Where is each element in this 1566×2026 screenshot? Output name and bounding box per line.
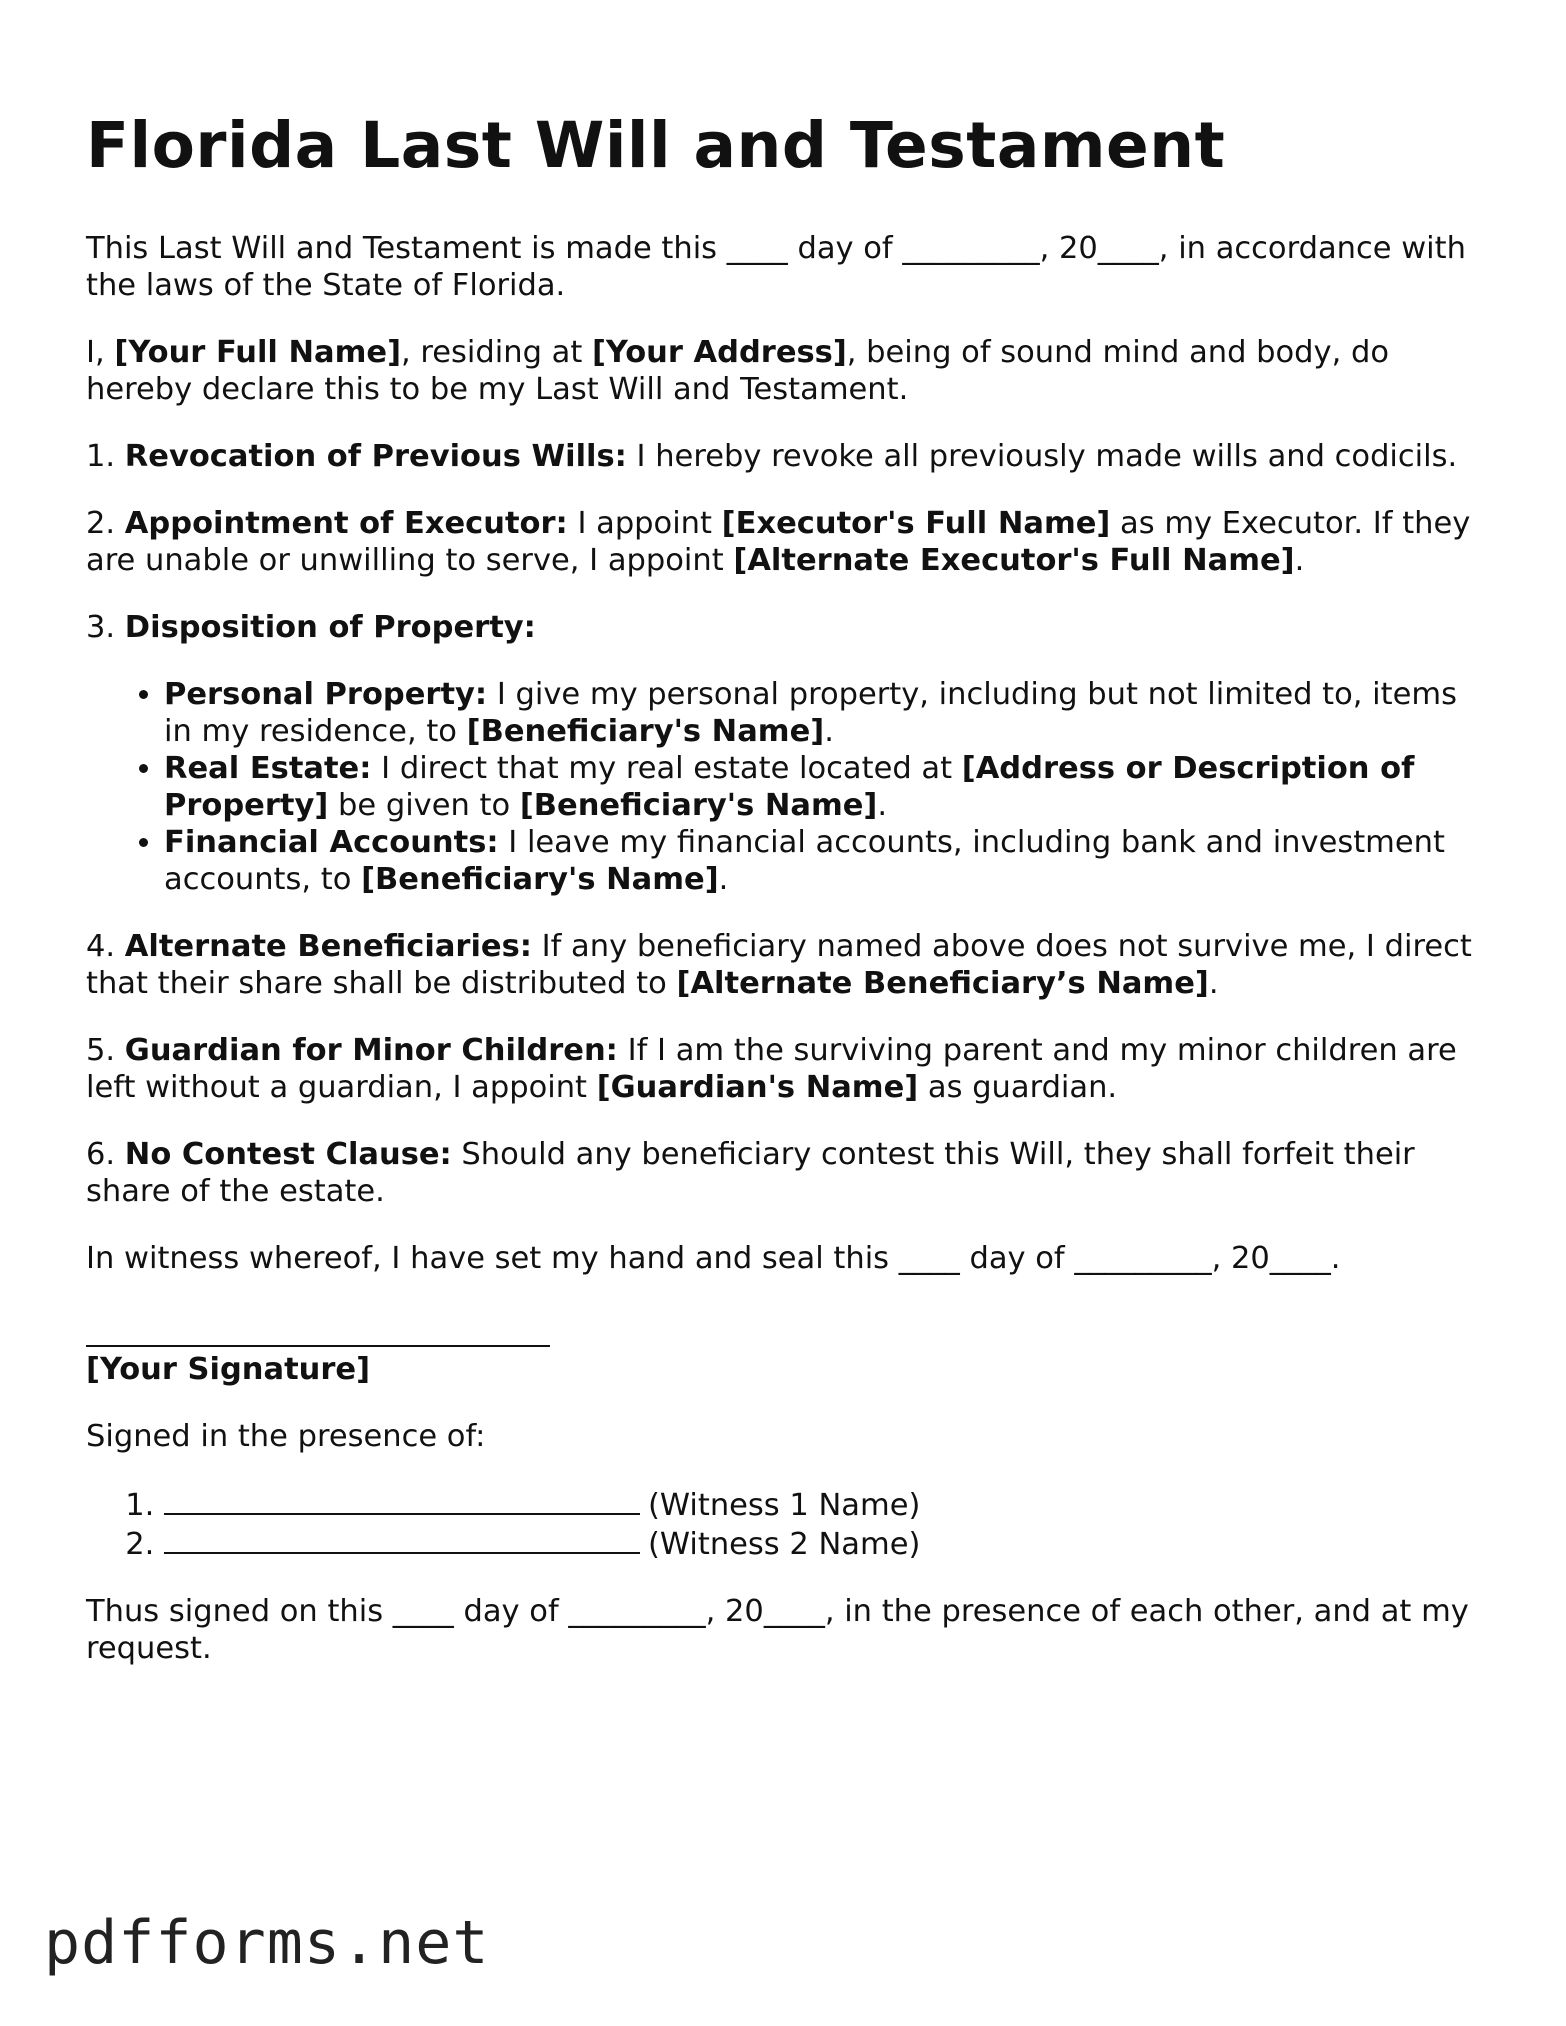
item-text: I direct that my real estate located at — [371, 751, 962, 786]
section-text: . — [1294, 543, 1305, 578]
signature-label: [Your Signature] — [86, 1352, 371, 1387]
section-text: as guardian. — [918, 1070, 1118, 1105]
document-title: Florida Last Will and Testament — [86, 109, 1226, 182]
section-text: . — [1208, 966, 1219, 1001]
declaration-mid: , residing at — [401, 335, 592, 370]
item-text: I leave my financial accounts, including bank and investment accounts, to — [164, 825, 1445, 897]
witness-item — [164, 1485, 1486, 1524]
signature-line[interactable] — [86, 1345, 550, 1347]
section-heading: Alternate Beneficiaries: — [124, 929, 532, 964]
section-number: 6. — [86, 1137, 125, 1172]
presence-label: Signed in the presence of: — [86, 1419, 486, 1454]
property-placeholder: [Address or Description of Property] — [164, 751, 1415, 823]
beneficiary-placeholder: [Beneficiary's Name] — [466, 714, 825, 749]
witness-1-line[interactable] — [164, 1485, 640, 1515]
property-list — [86, 676, 1486, 898]
beneficiary-placeholder: [Beneficiary's Name] — [519, 788, 878, 823]
section-heading: Disposition of Property: — [124, 610, 536, 645]
witness-clause: In witness whereof, I have set my hand and seal this ____ day of _________, 20____. — [86, 1241, 1341, 1276]
item-text: . — [877, 788, 888, 823]
section-guardian — [86, 1032, 1486, 1106]
section-heading: Appointment of Executor: — [124, 506, 568, 541]
alternate-executor-placeholder: [Alternate Executor's Full Name] — [733, 543, 1295, 578]
list-item-financial-accounts — [164, 824, 1486, 898]
section-text: as my Executor. If they are unable or unwilling to serve, I appoint — [86, 506, 1471, 578]
list-item-real-estate — [164, 750, 1486, 824]
section-heading: No Contest Clause: — [124, 1137, 452, 1172]
declaration-post: , being of sound mind and body, do hereby declare this to be my Last Will and Testament. — [86, 335, 1390, 407]
witness-list — [86, 1485, 1486, 1563]
item-text: . — [718, 862, 729, 897]
section-number: 5. — [86, 1033, 125, 1068]
closing-paragraph: Thus signed on this ____ day of _________, 20____, in the presence of each other, and at my request. — [86, 1594, 1469, 1666]
item-label: Personal Property: — [164, 677, 488, 712]
section-disposition — [86, 609, 1486, 646]
section-text: I hereby revoke all previously made wills and codicils. — [626, 439, 1458, 474]
beneficiary-placeholder: [Beneficiary's Name] — [361, 862, 719, 897]
full-name-placeholder: [Your Full Name] — [114, 335, 402, 370]
witness-item — [164, 1524, 1486, 1563]
section-number: 1. — [86, 439, 125, 474]
guardian-placeholder: [Guardian's Name] — [596, 1070, 919, 1105]
witness-2-line[interactable] — [164, 1524, 640, 1554]
intro-paragraph: This Last Will and Testament is made this ____ day of _________, 20____, in accordance with the laws of the State of Florida. — [86, 231, 1466, 303]
item-text: . — [824, 714, 834, 749]
item-label: Real Estate: — [164, 751, 372, 786]
section-heading: Revocation of Previous Wills: — [124, 439, 627, 474]
alternate-beneficiary-placeholder: [Alternate Beneficiary’s Name] — [676, 966, 1209, 1001]
section-no-contest — [86, 1136, 1486, 1210]
section-executor — [86, 505, 1486, 579]
address-placeholder: [Your Address] — [591, 335, 847, 370]
section-number: 2. — [86, 506, 125, 541]
section-text: If I am the surviving parent and my minor children are left without a guardian, I appoint — [86, 1033, 1457, 1105]
section-number: 4. — [86, 929, 125, 964]
watermark-logo: pdfforms.net — [44, 1908, 490, 1978]
section-text: Should any beneficiary contest this Will, they shall forfeit their share of the estate. — [86, 1137, 1415, 1209]
section-text: If any beneficiary named above does not survive me, I direct that their share shall be distributed to — [86, 929, 1472, 1001]
section-revocation — [86, 438, 1486, 475]
witness-2-label: (Witness 2 Name) — [648, 1527, 921, 1562]
section-alternate-beneficiaries — [86, 928, 1486, 1002]
witness-1-label: (Witness 1 Name) — [648, 1488, 921, 1523]
document-page — [86, 108, 1486, 1697]
item-label: Financial Accounts: — [164, 825, 499, 860]
item-text: I give my personal property, including but not limited to, items in my residence, to — [164, 677, 1457, 749]
executor-placeholder: [Executor's Full Name] — [721, 506, 1111, 541]
list-item-personal-property — [164, 676, 1486, 750]
section-number: 3. — [86, 610, 125, 645]
section-heading: Guardian for Minor Children: — [124, 1033, 618, 1068]
item-text: be given to — [328, 788, 520, 823]
section-text: I appoint — [567, 506, 722, 541]
declaration-paragraph — [86, 334, 1486, 408]
declaration-pre: I, — [86, 335, 115, 370]
